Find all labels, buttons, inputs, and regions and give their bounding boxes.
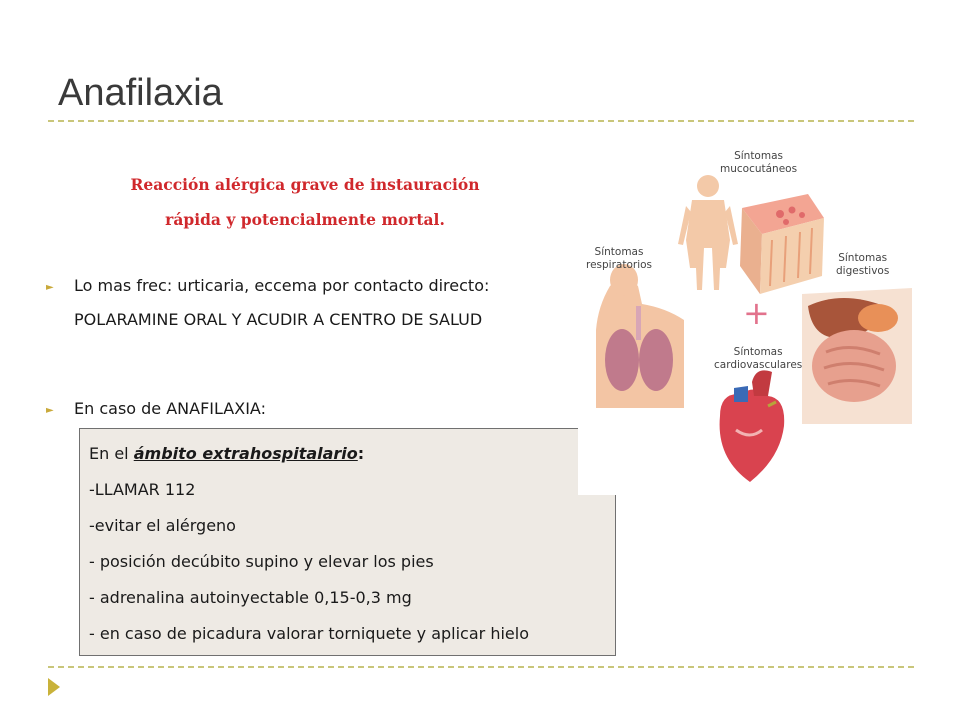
bottom-divider [48, 666, 914, 668]
top-divider [48, 120, 914, 122]
bullet-anaphylaxis: En caso de ANAFILAXIA: [74, 399, 266, 418]
body-silhouette-icon [678, 175, 738, 290]
box-item-avoid: -evitar el alérgeno [89, 516, 236, 535]
bullet-frequent [74, 269, 489, 337]
digestive-organs-icon [802, 288, 912, 424]
bullet-arrow-icon: ► [46, 405, 54, 416]
label-respiratory: Síntomas respiratorios [586, 246, 653, 271]
symptoms-diagram [580, 140, 920, 500]
page-title: Anafilaxia [58, 72, 223, 114]
label-mucocutaneous: Síntomas mucocutáneos [720, 150, 798, 175]
skin-block-icon [740, 194, 824, 294]
plus-icon: + [743, 294, 770, 332]
definition-subtitle [60, 167, 550, 237]
box-intro: En el ámbito extrahospitalario: [89, 444, 365, 463]
label-digestive: Síntomas digestivos [836, 252, 890, 277]
bullet-arrow-icon: ► [46, 282, 54, 293]
bullet-frequent-line-2: POLARAMINE ORAL Y ACUDIR A CENTRO DE SALUD [74, 310, 483, 329]
next-slide-arrow-icon[interactable] [48, 678, 60, 696]
subtitle-line-2: rápida y potencialmente mortal. [165, 210, 445, 229]
heart-icon [720, 370, 785, 482]
bullet-frequent-line-1: Lo mas frec: urticaria, eccema por contacto directo: [74, 276, 490, 295]
box-item-call: -LLAMAR 112 [89, 480, 196, 499]
instructions-box [79, 428, 616, 656]
box-item-sting: - en caso de picadura valorar torniquete y aplicar hielo [89, 624, 529, 643]
box-item-adrenaline: - adrenalina autoinyectable 0,15-0,3 mg [89, 588, 412, 607]
subtitle-line-1: Reacción alérgica grave de instauración [130, 175, 480, 194]
label-cardiovascular: Síntomas cardiovasculares [714, 346, 803, 371]
symptoms-illustration [580, 140, 920, 500]
torso-lungs-icon [596, 264, 684, 408]
setting-emphasis: ámbito extrahospitalario [133, 444, 358, 463]
box-item-position: - posición decúbito supino y elevar los pies [89, 552, 434, 571]
